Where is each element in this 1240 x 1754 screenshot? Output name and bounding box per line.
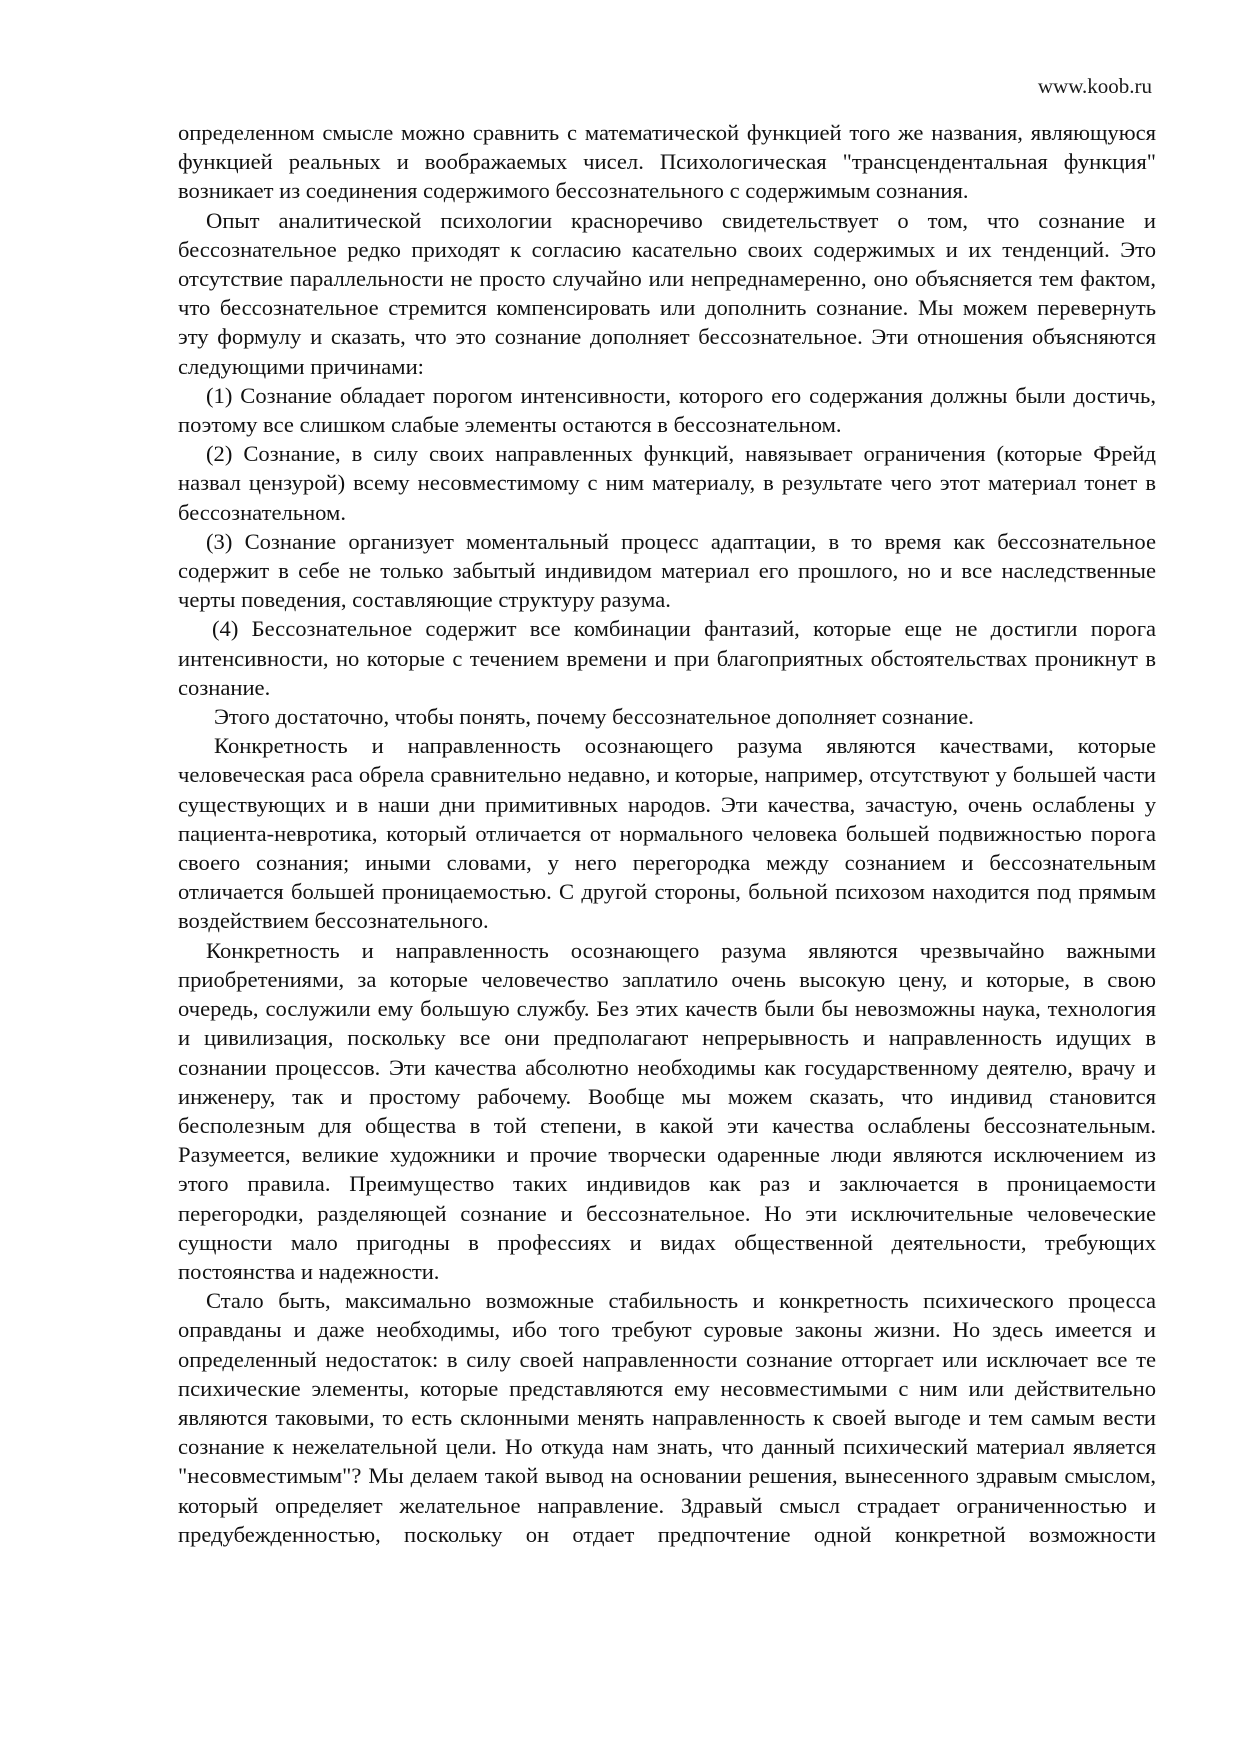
paragraph-reason-1: (1) Сознание обладает порогом интенсивности, которого его содержания должны были достичь, поэтому все слишком слабые элементы остаются в бессознательном. — [178, 382, 1156, 438]
paragraph-transcendent-function: определенном смысле можно сравнить с математической функцией того же названия, являющуюся функцией реальных и воображаемых чисел. Психологическая "трансцендентальная функция" возникает из соединения содержимого бессознательного с содержимым сознания. — [178, 120, 1156, 204]
paragraph-concreteness: Конкретность и направленность осознающего разума являются качествами, которые человеческая раса обрела сравнительно недавно, и которые, например, отсутствуют у большей части существующих и в наши дни примитивных народов. Эти качества, зачастую, очень ослаблены у пациента-невротика, который отличается от нормального человека большей подвижностью порога своего сознания; иными словами, у него перегородка между сознанием и бессознательным отличается большей проницаемостью. С другой стороны, больной психозом находится под прямым воздействием бессознательного. — [178, 733, 1156, 934]
paragraph-acquisitions: Конкретность и направленность осознающего разума являются чрезвычайно важными приобретениями, за которые человечество заплатило очень высокую цену, и которые, в свою очередь, сослужили ему большую службу. Без этих качеств были бы невозможны наука, технология и цивилизация, поскольку все они предполагают непрерывность и направленность идущих в сознании процессов. Эти качества абсолютно необходимы как государственному деятелю, врачу и инженеру, так и простому рабочему. Вообще мы можем сказать, что индивид становится бесполезным для общества в той степени, в какой эти качества ослаблены бессознательным. Разумеется, великие художники и прочие творчески одаренные люди являются исключением из этого правила. Преимущество таких индивидов как раз и заключается в проницаемости перегородки, разделяющей сознание и бессознательное. Но эти исключительные человеческие сущности мало пригодны в профессиях и видах общественной деятельности, требующих постоянства и надежности. — [178, 937, 1156, 1284]
paragraph-stability: Стало быть, максимально возможные стабильность и конкретность психического процесса оправданы и даже необходимы, ибо того требуют суровые законы жизни. Но здесь имеется и определенный недостаток: в силу своей направленности сознание отторгает или исключает все те психические элементы, которые представляются ему несовместимыми с ним или действительно являются таковыми, то есть склонными менять направленность к своей выгоде и тем самым вести сознание к нежелательной цели. Но откуда нам знать, что данный психический материал является "несовместимым"? Мы делаем такой вывод на основании решения, вынесенного здравым смыслом, который определяет желательное направление. Здравый смысл страдает ограниченностью и предубежденностью, поскольку он отдает предпочтение одной конкретной возможности — [178, 1288, 1156, 1547]
paragraph-summary: Этого достаточно, чтобы понять, почему бессознательное дополняет сознание. — [214, 704, 974, 730]
paragraph-reason-4: (4) Бессознательное содержит все комбинации фантазий, которые еще не достигли порога интенсивности, но которые с течением времени и при благоприятных обстоятельствах проникнут в сознание. — [178, 616, 1156, 700]
paragraph-analytical-psychology: Опыт аналитической психологии красноречиво свидетельствует о том, что сознание и бессознательное редко приходят к согласию касательно своих содержимых и их тенденций. Это отсутствие параллельности не просто случайно или непреднамеренно, оно объясняется тем фактом, что бессознательное стремится компенсировать или дополнить сознание. Мы можем перевернуть эту формулу и сказать, что это сознание дополняет бессознательное. Эти отношения объясняются следующими причинами: — [178, 207, 1156, 379]
site-url-header: www.koob.ru — [1037, 74, 1152, 98]
paragraph-reason-2: (2) Сознание, в силу своих направленных функций, навязывает ограничения (которые Фрейд назвал цензурой) всему несовместимому с ним материалу, в результате чего этот материал тонет в бессознательном. — [178, 441, 1156, 525]
document-body — [178, 118, 1156, 1549]
paragraph-reason-3: (3) Сознание организует моментальный процесс адаптации, в то время как бессознательное содержит в себе не только забытый индивидом материал его прошлого, но и все наследственные черты поведения, составляющие структуру разума. — [178, 528, 1156, 613]
